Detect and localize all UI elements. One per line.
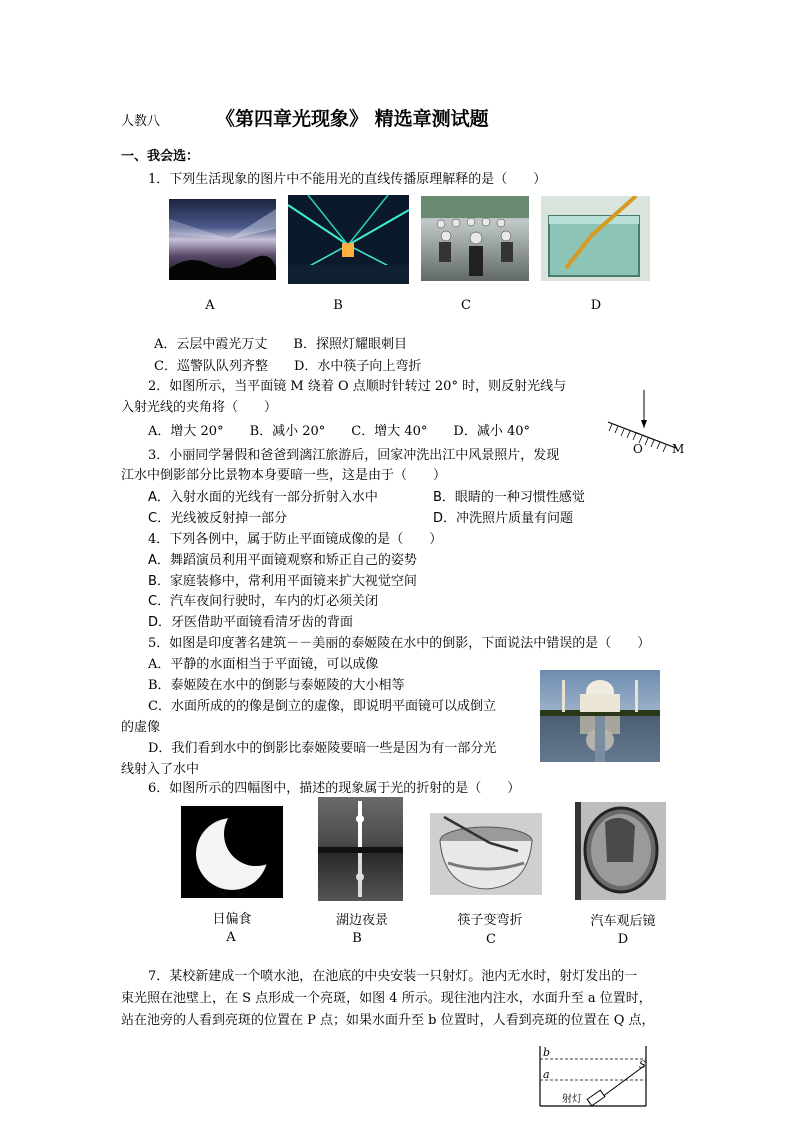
section-heading: 一、我会选： xyxy=(121,149,200,164)
q1-image-b-searchlight xyxy=(288,195,409,284)
q5-image-taj-mahal-reflection xyxy=(540,670,660,762)
q5-option-c-line2: 的虚像 xyxy=(121,720,161,735)
q6-caption-c: 筷子变弯折 xyxy=(457,913,523,928)
q7-fig-label-a: a xyxy=(543,1068,550,1081)
q1-image-a-clouds xyxy=(169,199,276,280)
q5-option-c-line1: C．水面所成的的像是倒立的虚像，即说明平面镜可以成倒立 xyxy=(148,699,496,714)
tower-reflection-drawing xyxy=(318,797,403,901)
q1-label-a: A xyxy=(205,298,215,313)
page-title: 《第四章光现象》 精选章测试题 xyxy=(216,108,489,130)
q6-image-c-bent-chopstick xyxy=(430,813,542,895)
q4-stem: 4．下列各例中，属于防止平面镜成像的是（ ） xyxy=(148,532,443,547)
q7-pool-figure xyxy=(538,1044,650,1110)
q4-option-c: C．汽车夜间行驶时，车内的灯必须关闭 xyxy=(148,594,379,609)
q6-letter-a: A xyxy=(226,930,236,945)
q4-option-b: B．家庭装修中，常利用平面镜来扩大视觉空间 xyxy=(148,574,417,589)
q1-options-line1: A．云层中霞光万丈 B．探照灯耀眼刺目 xyxy=(154,337,407,352)
q6-image-b-lakeside-night xyxy=(318,797,403,901)
q7-fig-label-s: S xyxy=(639,1060,646,1071)
q6-caption-a: 日偏食 xyxy=(212,912,252,927)
q2-stem-line1: 2．如图所示，当平面镜 M 绕着 O 点顺时针转过 20° 时，则反射光线与 xyxy=(148,379,567,394)
q3-stem-line1: 3．小丽同学暑假和爸爸到漓江旅游后，回家冲洗出江中风景照片，发现 xyxy=(148,448,560,463)
convex-mirror-drawing xyxy=(575,802,666,900)
q5-option-a: A．平静的水面相当于平面镜，可以成像 xyxy=(148,657,379,672)
q2-fig-label-o: O xyxy=(633,442,643,456)
q6-image-a-partial-eclipse xyxy=(181,806,283,898)
q6-stem: 6．如图所示的四幅图中，描述的现象属于光的折射的是（ ） xyxy=(148,781,521,796)
q5-stem: 5．如图是印度著名建筑－－美丽的泰姬陵在水中的倒影，下面说法中错误的是（ ） xyxy=(148,636,651,651)
q7-fig-label-b: b xyxy=(543,1046,551,1059)
q5-option-d-line2: 线射入了水中 xyxy=(121,762,200,777)
cloud-rays-drawing xyxy=(169,199,276,280)
q6-letter-d: D xyxy=(617,932,629,947)
q4-option-a: A．舞蹈演员利用平面镜观察和矫正自己的姿势 xyxy=(148,553,417,568)
q1-image-d-chopstick-in-water xyxy=(541,196,650,281)
bowl-chopstick-drawing xyxy=(430,813,542,895)
q5-option-b: B．泰姬陵在水中的倒影与泰姬陵的大小相等 xyxy=(148,678,405,693)
q1-label-b: B xyxy=(333,298,343,313)
q7-line2: 束光照在池壁上，在 S 点形成一个亮斑，如图 4 所示。现往池内注水，水面升至 a 位置时， xyxy=(121,991,652,1006)
q3-option-d: D．冲洗照片质量有问题 xyxy=(433,511,574,526)
q6-caption-d: 汽车观后镜 xyxy=(590,914,656,929)
q1-label-c: C xyxy=(461,298,471,313)
q6-image-d-car-mirror xyxy=(575,802,666,900)
q6-letter-c: C xyxy=(486,932,496,947)
grade-label: 人教八 xyxy=(121,114,161,129)
q2-options: A．增大 20° B．减小 20° C．增大 40° D．减小 40° xyxy=(148,424,531,439)
searchlight-beams-drawing xyxy=(288,195,409,284)
q7-line3: 站在池旁的人看到亮斑的位置在 P 点；如果水面升至 b 位置时，人看到亮斑的位置在 Q 点， xyxy=(121,1013,655,1028)
tank-chopstick-drawing xyxy=(541,196,650,281)
q5-option-d-line1: D．我们看到水中的倒影比泰姬陵要暗一些是因为有一部分光 xyxy=(148,741,497,756)
q6-caption-b: 湖边夜景 xyxy=(335,913,388,928)
eclipse-drawing xyxy=(181,806,283,898)
q1-options-line2: C．巡警队队列齐整 D．水中筷子向上弯折 xyxy=(154,359,422,374)
q6-letter-b: B xyxy=(352,931,362,946)
taj-mahal-drawing xyxy=(540,670,660,762)
q2-fig-label-m: M xyxy=(672,442,685,456)
q1-image-c-police-motorcade xyxy=(421,196,529,281)
q3-option-a: A．入射水面的光线有一部分折射入水中 xyxy=(148,490,378,505)
q1-stem: 1．下列生活现象的图片中不能用光的直线传播原理解释的是（ ） xyxy=(148,172,547,187)
q3-stem-line2: 江水中倒影部分比景物本身要暗一些，这是由于（ ） xyxy=(121,468,447,483)
q1-label-d: D xyxy=(590,298,602,313)
q7-fig-label-lamp: 射灯 xyxy=(562,1094,582,1105)
q7-line1: 7．某校新建成一个喷水池，在池底的中央安装一只射灯。池内无水时，射灯发出的一 xyxy=(148,969,638,984)
q4-option-d: D．牙医借助平面镜看清牙齿的背面 xyxy=(148,615,354,630)
motorcade-drawing xyxy=(421,196,529,281)
q3-option-c: C．光线被反射掉一部分 xyxy=(148,511,288,526)
q3-option-b: B．眼睛的一种习惯性感觉 xyxy=(433,490,585,505)
q2-stem-line2: 入射光线的夹角将（ ） xyxy=(121,400,278,415)
